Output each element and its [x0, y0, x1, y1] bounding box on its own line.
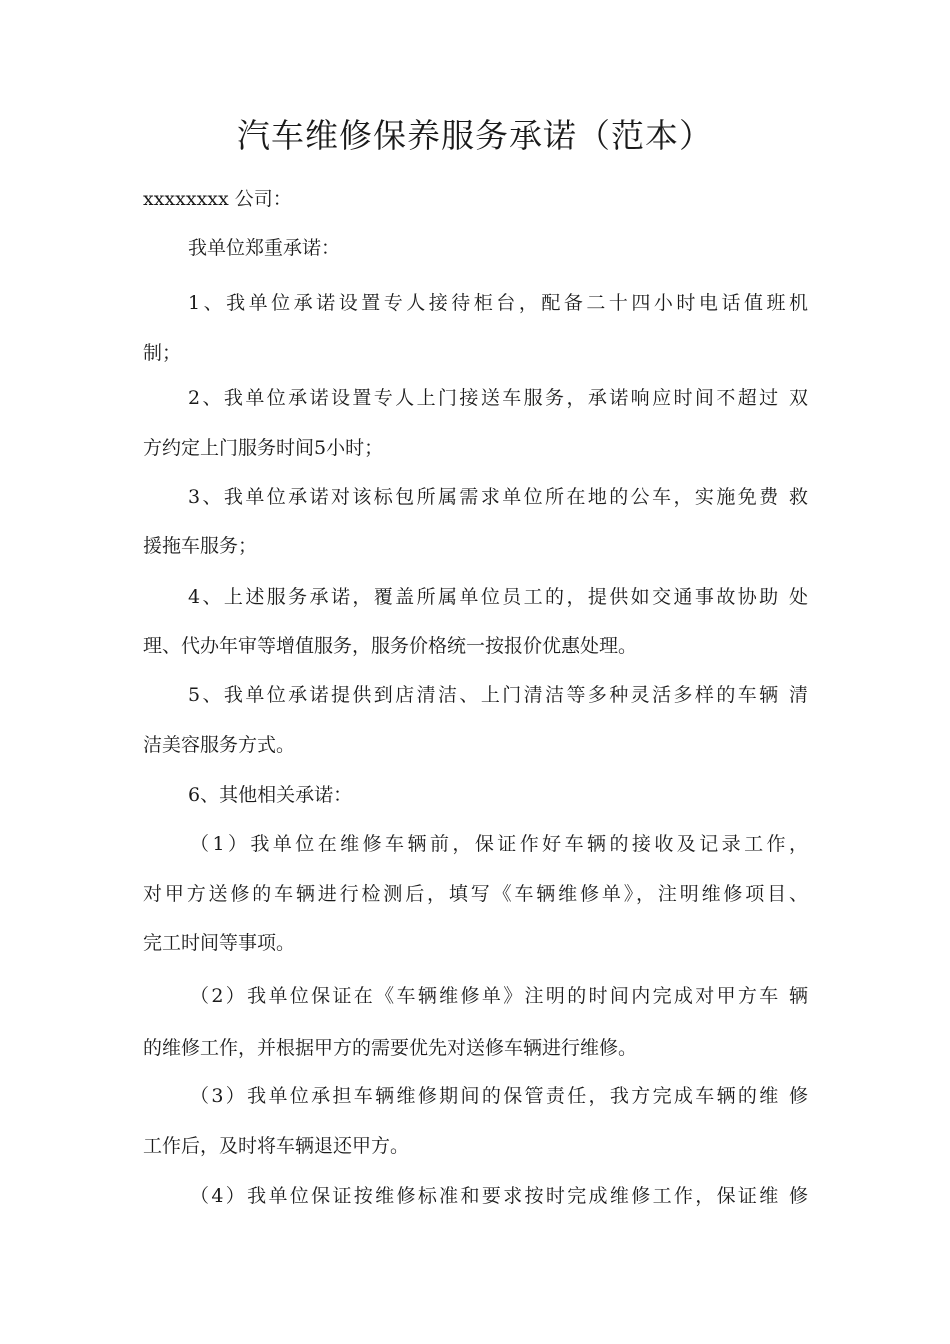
item-5-line-2: 洁美容服务方式。 [143, 734, 296, 756]
sub-item-3-line-1: （3）我单位承担车辆维修期间的保管责任，我方完成车辆的维 修 [190, 1085, 808, 1107]
sub-item-1-line-2: 对甲方送修的车辆进行检测后，填写《车辆维修单》，注明维修项目、 [143, 883, 808, 905]
salutation: xxxxxxxx 公司： [143, 188, 292, 210]
item-1-line-1: 1、我单位承诺设置专人接待柜台，配备二十四小时电话值班机 [188, 292, 808, 314]
item-2-line-1: 2、我单位承诺设置专人上门接送车服务，承诺响应时间不超过 双 [188, 387, 808, 409]
intro-line: 我单位郑重承诺： [188, 237, 341, 259]
item-6-heading: 6、其他相关承诺： [188, 784, 353, 806]
item-3-line-2: 援拖车服务； [143, 535, 258, 557]
item-4-line-2: 理、代办年审等增值服务，服务价格统一按报价优惠处理。 [143, 635, 638, 657]
item-1-line-2: 制； [143, 342, 182, 364]
sub-item-2-line-1: （2）我单位保证在《车辆维修单》注明的时间内完成对甲方车 辆 [190, 985, 808, 1007]
item-4-line-1: 4、上述服务承诺，覆盖所属单位员工的，提供如交通事故协助 处 [188, 586, 808, 608]
item-3-line-1: 3、我单位承诺对该标包所属需求单位所在地的公车，实施免费 救 [188, 486, 808, 508]
item-2-line-2: 方约定上门服务时间5小时； [143, 437, 384, 459]
sub-item-1-line-3: 完工时间等事项。 [143, 932, 296, 954]
sub-item-2-line-2: 的维修工作，并根据甲方的需要优先对送修车辆进行维修。 [143, 1037, 638, 1059]
sub-item-4-line-1: （4）我单位保证按维修标准和要求按时完成维修工作，保证维 修 [190, 1185, 808, 1207]
document-title: 汽车维修保养服务承诺（范本） [237, 116, 713, 155]
sub-item-3-line-2: 工作后，及时将车辆退还甲方。 [143, 1135, 410, 1157]
sub-item-1-line-1: （1）我单位在维修车辆前，保证作好车辆的接收及记录工作， [190, 833, 808, 855]
item-5-line-1: 5、我单位承诺提供到店清洁、上门清洁等多种灵活多样的车辆 清 [188, 684, 808, 706]
